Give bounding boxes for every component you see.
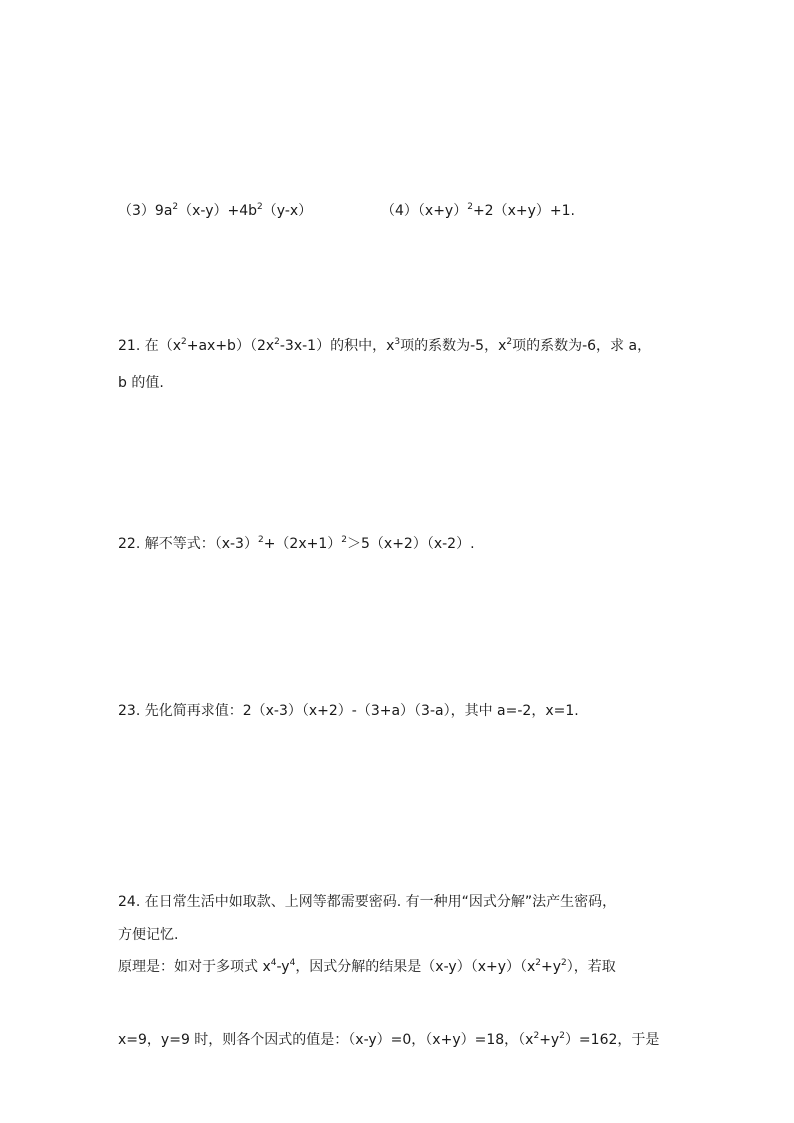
exp-2: 2 [257, 202, 263, 212]
problem-24-line-1: 24. 在日常生活中如取款、上网等都需要密码. 有一种用“因式分解”法产生密码， [118, 894, 617, 910]
p24-3-a: 原理是：如对于多项式 x [118, 959, 271, 975]
p24-3-b: -y [276, 959, 290, 975]
exp-2: 2 [506, 337, 513, 347]
p24-4-c: ）=162，于是 [564, 1032, 660, 1048]
p24-3-c: ，因式分解的结果是（x-y）（x+y）（x [295, 959, 536, 975]
problem-20-part-4 [381, 202, 575, 220]
p20-4-b: +2（x+y）+1. [472, 203, 575, 219]
p20-3-b: （x-y）+4b [178, 203, 258, 219]
exp-2: 2 [172, 202, 179, 212]
exp-3: 3 [394, 337, 401, 347]
p24-4-b: +y [539, 1032, 560, 1048]
p21-a: 21. 在（x [118, 338, 181, 354]
exp-2: 2 [257, 535, 264, 545]
exp-2: 2 [341, 535, 347, 545]
exp-4: 4 [289, 958, 296, 968]
problem-24-line-3 [118, 958, 616, 976]
p24-3-e: ），若取 [566, 959, 616, 975]
p20-3-c: （y-x） [262, 203, 313, 219]
problem-22 [118, 535, 475, 553]
problem-21-line-2: b 的值. [118, 375, 164, 391]
exp-2: 2 [181, 337, 187, 347]
p24-4-a: x=9，y=9 时，则各个因式的值是：（x-y）=0，（x+y）=18，（x [118, 1032, 534, 1048]
p20-3-a: （3）9a [118, 203, 173, 219]
problem-24-line-4 [118, 1031, 659, 1049]
exp-2: 2 [274, 337, 280, 347]
p22-a: 22. 解不等式：（x-3） [118, 536, 258, 552]
exp-2: 2 [533, 1031, 540, 1041]
problem-23: 23. 先化简再求值：2（x-3）（x+2）-（3+a）（3-a），其中 a=-2，x=1. [118, 703, 579, 719]
exp-2: 2 [559, 1031, 565, 1041]
p21-b: +ax+b）（2x [186, 338, 275, 354]
exp-4: 4 [270, 958, 277, 968]
p21-d: 项的系数为-5，x [400, 338, 507, 354]
p22-c: ＞5（x+2）（x-2）. [347, 536, 475, 552]
problem-21-line-1 [118, 337, 651, 355]
p21-c: -3x-1）的积中，x [279, 338, 395, 354]
exp-2: 2 [561, 958, 567, 968]
p22-b: +（2x+1） [263, 536, 342, 552]
p20-4-a: （4）（x+y） [381, 203, 468, 219]
p24-3-d: +y [541, 959, 562, 975]
exp-2: 2 [535, 958, 542, 968]
problem-20-part-3 [118, 202, 312, 220]
problem-24-line-2: 方便记忆. [118, 927, 179, 943]
p21-e: 项的系数为-6，求 a， [512, 338, 652, 354]
exp-2: 2 [467, 202, 473, 212]
